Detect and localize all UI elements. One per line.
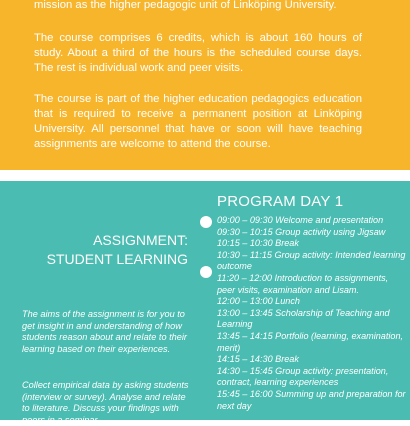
schedule-item: 14:30 – 15:45 Group activity: presentation, contract, learning experiences (217, 365, 389, 388)
assignment-paragraph: Collect empirical data by asking students (interview or survey). Analyse and relate to literature. Discuss your findings with peers in a seminar. (22, 380, 189, 425)
schedule-item: 09:00 – 09:30 Welcome and presentation (217, 215, 384, 225)
intro-paragraph: mission as the higher pedagogic unit of Linköping University. (34, 0, 337, 11)
intro-paragraph: The course is part of the higher education pedagogics education that is required to receive a permanent position at Linköping University. All personnel that have or soon will have teaching assignments are welcome to attend the course. (34, 93, 362, 150)
schedule-item: 13:00 – 13:45 Scholarship of Teaching and Learning (217, 307, 390, 330)
intro-paragraph: The course comprises 6 credits, which is about 160 hours of study. About a third of the hours is the scheduled course days. The rest is individual work and peer visits. (34, 32, 362, 74)
assignment-title: ASSIGNMENT: STUDENT LEARNING (46, 232, 188, 267)
program-section (0, 181, 410, 425)
schedule-item: 13:45 – 14:15 Portfolio (learning, examination, merit) (217, 330, 404, 353)
bullet-dot-icon (200, 266, 212, 278)
schedule-item: 14:15 – 14:30 Break (217, 354, 299, 365)
schedule-item: 10:15 – 10:30 Break (217, 238, 299, 249)
schedule-item: 10:30 – 11:15 Group activity: Intended learning outcome (217, 249, 406, 272)
assignment-paragraph: The aims of the assignment is for you to get insight in and understanding of how students reason about and relate to their learning based on their experiences. (22, 309, 187, 354)
intro-section (0, 0, 410, 170)
bullet-dot-icon (200, 216, 212, 228)
schedule-item: 12:00 – 13:00 Lunch (217, 296, 300, 307)
program-title: PROGRAM DAY 1 (217, 193, 344, 210)
schedule-item: 11:20 – 12:00 Introduction to assignments, peer visits, examination and Lisam. (217, 272, 389, 295)
program-schedule (217, 215, 407, 412)
schedule-item: 15:45 – 16:00 Summing up and preparation for next day (217, 388, 406, 411)
schedule-item: 09:30 – 10:15 Group activity using Jigsaw (217, 226, 386, 237)
